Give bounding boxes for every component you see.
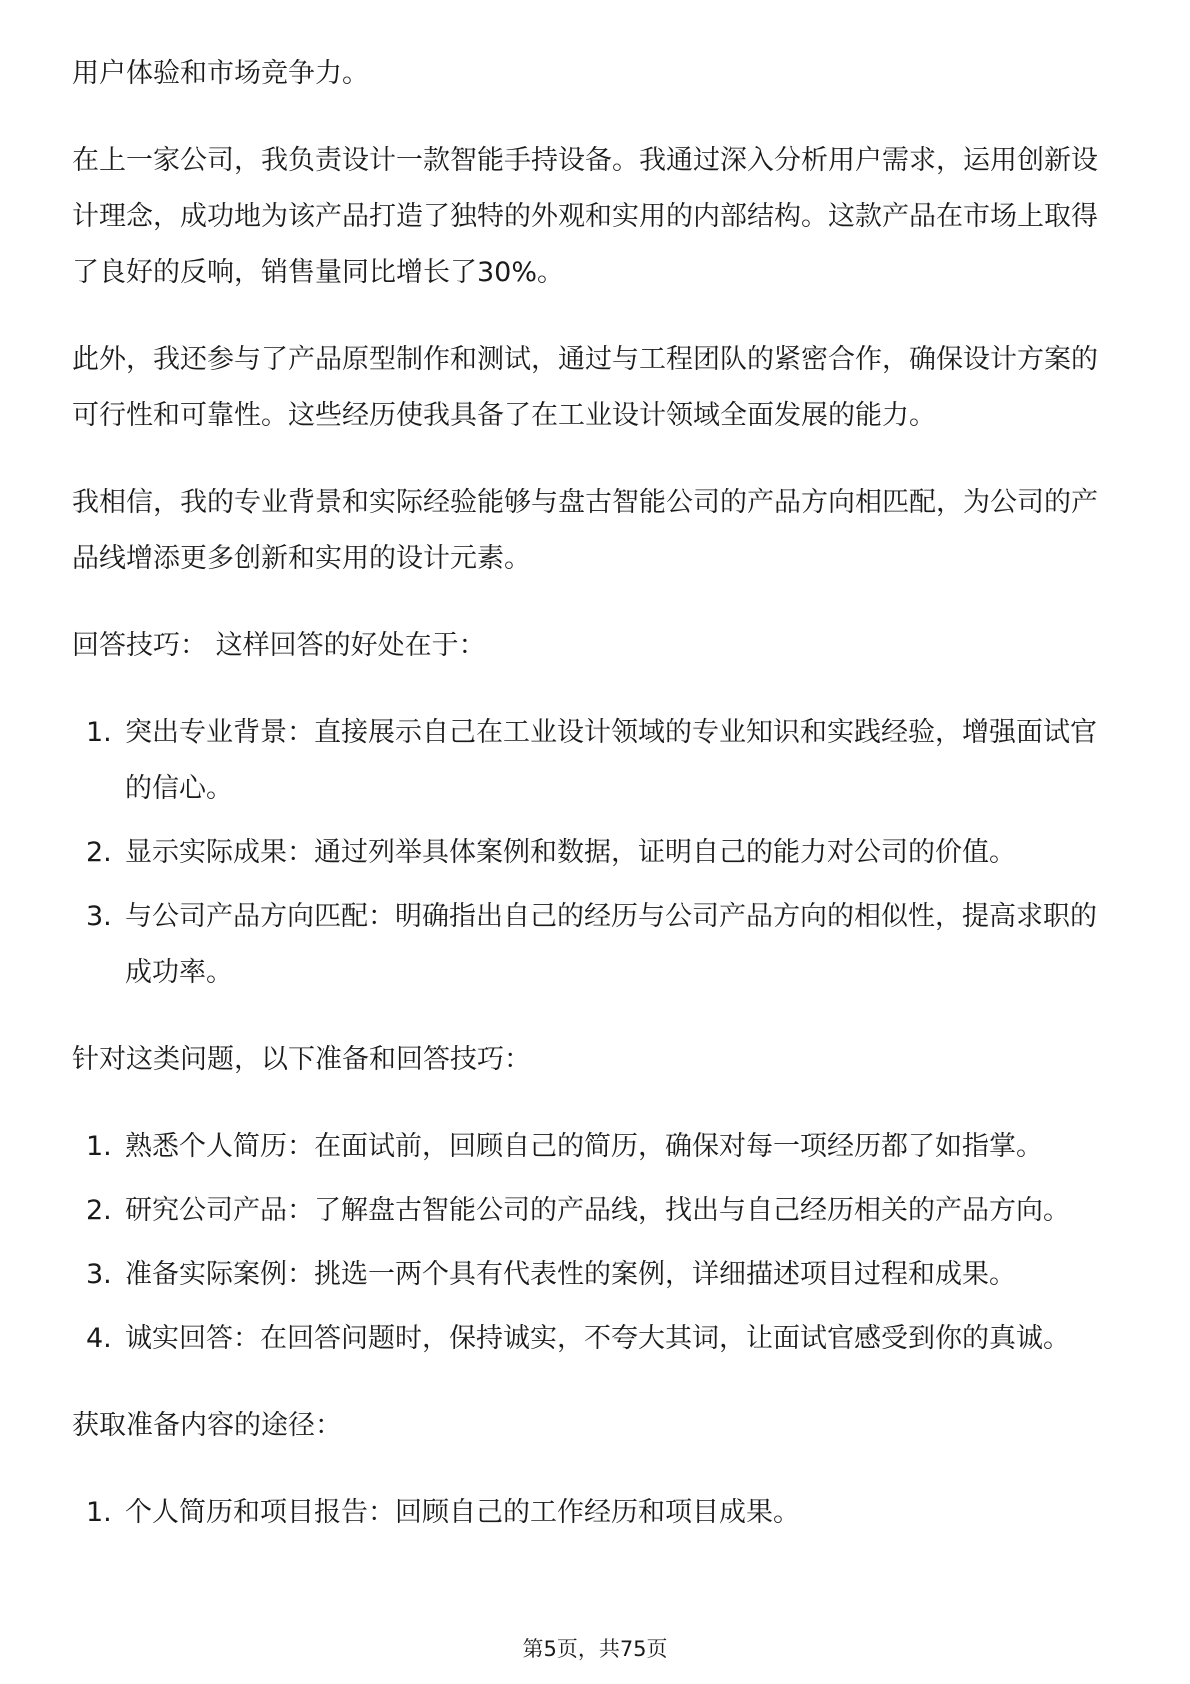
- page-number: 第5页，共75页: [522, 1637, 668, 1661]
- list-item: [72, 1119, 1112, 1175]
- section-heading-prep: 针对这类问题，以下准备和回答技巧：: [72, 1044, 531, 1075]
- list-item: [72, 705, 1112, 817]
- list-item-text: 诚实回答：在回答问题时，保持诚实，不夸大其词，让面试官感受到你的真诚。: [125, 1323, 1070, 1354]
- list-item: [72, 1311, 1112, 1367]
- list-number: 1.: [86, 1497, 112, 1528]
- list-number: 2.: [86, 837, 112, 868]
- list-number: 2.: [86, 1195, 112, 1226]
- list-item: [72, 889, 1112, 1001]
- list-item-text: 与公司产品方向匹配：明确指出自己的经历与公司产品方向的相似性，提高求职的成功率。: [125, 901, 1097, 988]
- prep-list: [72, 1119, 1112, 1367]
- page-content: [72, 46, 1112, 1572]
- list-number: 4.: [86, 1323, 112, 1354]
- tips-list: [72, 705, 1112, 1001]
- list-item-text: 研究公司产品：了解盘古智能公司的产品线，找出与自己经历相关的产品方向。: [125, 1195, 1070, 1226]
- paragraph-experience: 在上一家公司，我负责设计一款智能手持设备。我通过深入分析用户需求，运用创新设计理念，成功地为该产品打造了独特的外观和实用的内部结构。这款产品在市场上取得了良好的反响，销售量同比增长了30%。: [72, 145, 1098, 288]
- paragraph-prototype: 此外，我还参与了产品原型制作和测试，通过与工程团队的紧密合作，确保设计方案的可行性和可靠性。这些经历使我具备了在工业设计领域全面发展的能力。: [72, 344, 1098, 431]
- list-item: [72, 1485, 1112, 1541]
- paragraph-belief: 我相信，我的专业背景和实际经验能够与盘古智能公司的产品方向相匹配，为公司的产品线增添更多创新和实用的设计元素。: [72, 487, 1098, 574]
- section-heading-sources: 获取准备内容的途径：: [72, 1410, 342, 1441]
- list-item-text: 突出专业背景：直接展示自己在工业设计领域的专业知识和实践经验，增强面试官的信心。: [125, 717, 1097, 804]
- list-item: [72, 1183, 1112, 1239]
- list-item-text: 个人简历和项目报告：回顾自己的工作经历和项目成果。: [125, 1497, 800, 1528]
- list-item: [72, 825, 1112, 881]
- paragraph-continuation: 用户体验和市场竞争力。: [72, 58, 369, 89]
- list-item-text: 准备实际案例：挑选一两个具有代表性的案例，详细描述项目过程和成果。: [125, 1259, 1016, 1290]
- list-item-text: 熟悉个人简历：在面试前，回顾自己的简历，确保对每一项经历都了如指掌。: [125, 1131, 1043, 1162]
- list-number: 3.: [86, 901, 112, 932]
- list-item-text: 显示实际成果：通过列举具体案例和数据，证明自己的能力对公司的价值。: [125, 837, 1016, 868]
- sources-list: [72, 1485, 1112, 1541]
- list-item: [72, 1247, 1112, 1303]
- list-number: 1.: [86, 717, 112, 748]
- list-number: 1.: [86, 1131, 112, 1162]
- list-number: 3.: [86, 1259, 112, 1290]
- section-heading-tips: 回答技巧： 这样回答的好处在于：: [72, 630, 486, 661]
